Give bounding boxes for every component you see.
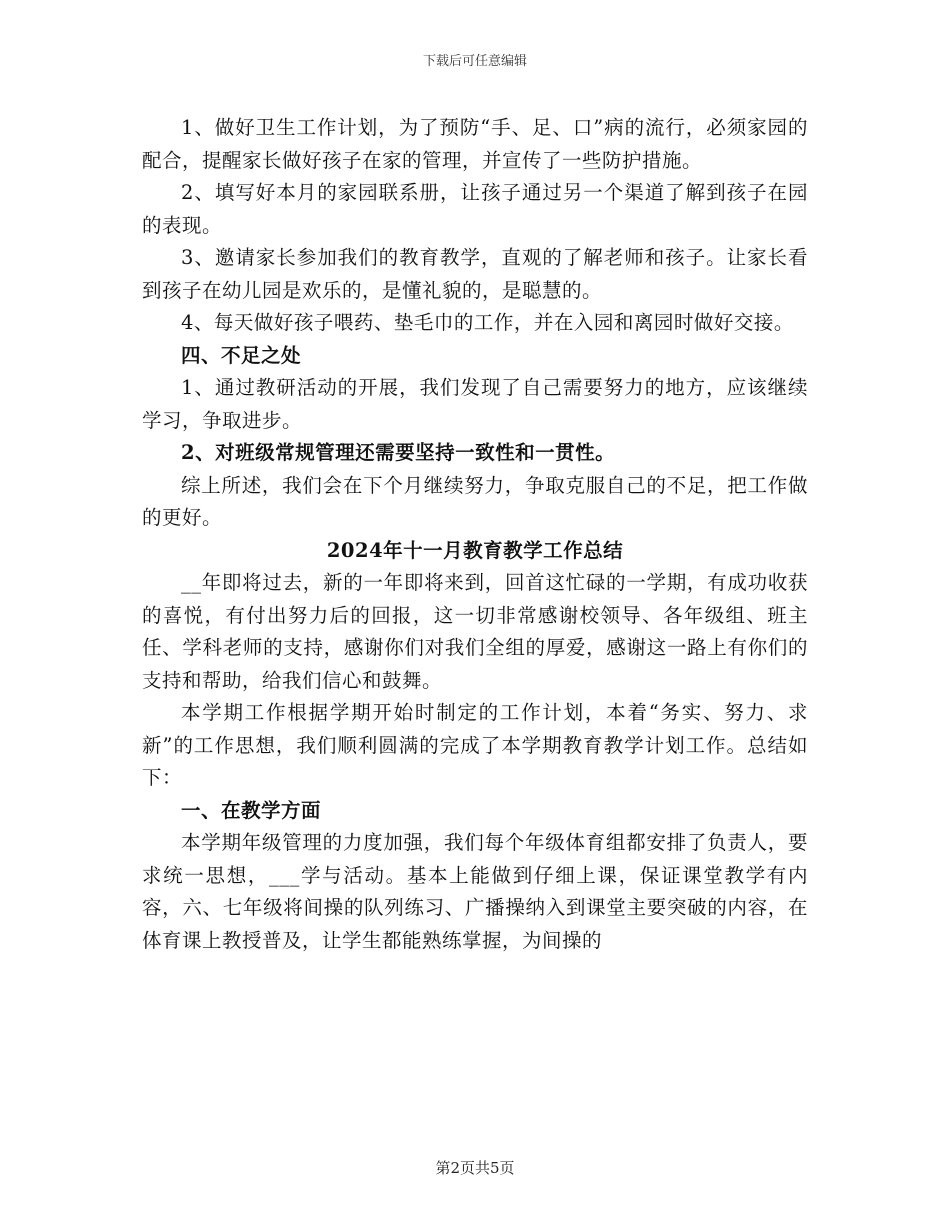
document-body [142, 112, 808, 957]
page-footer: 第2页共5页 [435, 1159, 515, 1177]
page-header: 下载后可任意编辑 [422, 54, 527, 69]
paragraph-teaching-research: 1、通过教研活动的开展，我们发现了自己需要努力的地方，应该继续学习，争取进步。 [142, 376, 808, 432]
section-heading-teaching: 一、在教学方面 [181, 798, 322, 822]
paragraph-conclusion: 综上所述，我们会在下个月继续努力，争取克服自己的不足，把工作做的更好。 [142, 473, 808, 529]
paragraph-daily-care: 4、每天做好孩子喂药、垫毛巾的工作，并在入园和离园时做好交接。 [181, 311, 794, 334]
paragraph-class-management: 2、对班级常规管理还需要坚持一致性和一贯性。 [181, 441, 616, 464]
paragraph-parent-invitation: 3、邀请家长参加我们的教育教学，直观的了解老师和孩子。让家长看到孩子在幼儿园是欢乐的，是懂礼貌的，是聪慧的。 [142, 246, 808, 302]
paragraph-hygiene-plan: 1、做好卫生工作计划，为了预防“手、足、口”病的流行，必须家园的配合，提醒家长做好孩子在家的管理，并宣传了一些防护措施。 [142, 116, 808, 172]
paragraph-year-review: __年即将过去，新的一年即将来到，回首这忙碌的一学期，有成功收获的喜悦，有付出努力后的回报，这一切非常感谢校领导、各年级组、班主任、学科老师的支持，感谢你们对我们全组的厚爱，感谢这一路上有你们的支持和帮助，给我们信心和鼓舞。 [142, 571, 808, 692]
paragraph-work-plan: 本学期工作根据学期开始时制定的工作计划，本着“务实、努力、求新”的工作思想，我们顺利圆满的完成了本学期教育教学计划工作。总结如下： [142, 701, 808, 789]
paragraph-grade-management: 本学期年级管理的力度加强，我们每个年级体育组都安排了负责人，要求统一思想，___学与活动。基本上能做到仔细上课，保证课堂教学有内容，六、七年级将间操的队列练习、广播操纳入到课堂主要突破的内容，在体育课上教授普及，让学生都能熟练掌握，为间操的 [142, 831, 808, 952]
section-heading-shortcomings: 四、不足之处 [181, 343, 302, 367]
paragraph-contact-book: 2、填写好本月的家园联系册，让孩子通过另一个渠道了解到孩子在园的表现。 [142, 181, 808, 237]
document-title: 2024年十一月教育教学工作总结 [326, 538, 624, 562]
